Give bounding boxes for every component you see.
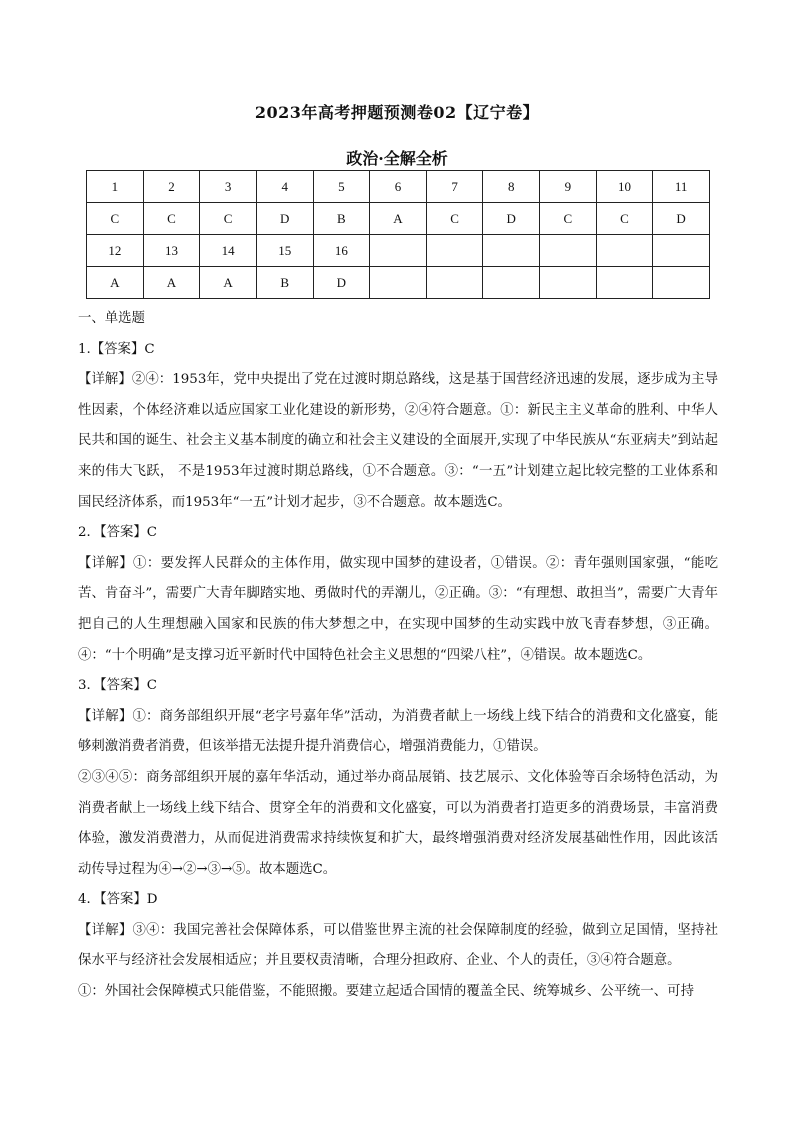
table-cell: 8 [483,171,540,203]
table-cell: 6 [370,171,427,203]
document-subtitle: 政治·全解全析 [346,149,448,168]
explanation-paragraph: 【详解】②④：1953年，党中央提出了党在过渡时期总路线，这是基于国营经济迅速的发展，逐步成为主导性因素，个体经济难以适应国家工业化建设的新形势，②④符合题意。①：新民主主义革命的胜利、中华人民共和国的诞生、社会主义基本制度的确立和社会主义建设的全面展开,实现了中华民族从“东亚病夫”到站起来的伟大飞跃， 不是1953年过渡时期总路线，①不合题意。③：“一五”计划建立起比较完整的工业体系和国民经济体系，而1953年“一五”计划才起步，③不合题意。故本题选C。 [78,372,718,510]
table-cell: 1 [87,171,144,203]
table-row [87,267,710,299]
table-cell: 11 [653,171,710,203]
table-row [87,203,710,235]
table-cell [370,235,427,267]
table-cell: D [653,203,710,235]
table-cell: C [540,203,597,235]
answer-line: 4．【答案】D [78,892,158,908]
answer-line: 3．【答案】C [78,678,158,694]
table-cell [426,235,483,267]
table-cell [370,267,427,299]
table-cell: 3 [200,171,257,203]
table-cell: 4 [256,171,313,203]
explanation-paragraph: ②③④⑤：商务部组织开展的嘉年华活动，通过举办商品展销、技艺展示、文化体验等百余场特色活动，为消费者献上一场线上线下结合、贯穿全年的消费和文化盛宴，可以为消费者打造更多的消费场景，丰富消费体验，激发消费潜力，从而促进消费需求持续恢复和扩大，最终增强消费对经济发展基础性作用，因此该活动传导过程为④→②→③→⑤。故本题选C。 [78,769,718,877]
table-cell [653,235,710,267]
table-cell: 12 [87,235,144,267]
table-cell: C [426,203,483,235]
explanation-paragraph: 【详解】③④：我国完善社会保障体系，可以借鉴世界主流的社会保障制度的经验，做到立足国情，坚持社保水平与经济社会发展相适应；并且要权责清晰，合理分担政府、企业、个人的责任，③④符合题意。 [78,922,718,969]
explanation-paragraph: 【详解】①：商务部组织开展“老字号嘉年华”活动，为消费者献上一场线上线下结合的消费和文化盛宴，能够刺激消费者消费，但该举措无法提升提升消费信心，增强消费能力，①错误。 [78,708,718,755]
table-cell [426,267,483,299]
answer-line: 1.【答案】C [78,341,155,357]
table-cell: 7 [426,171,483,203]
table-cell: 2 [143,171,200,203]
table-cell: A [200,267,257,299]
table-cell: 16 [313,235,370,267]
explanation-body [78,304,718,1008]
table-cell: A [143,267,200,299]
table-cell: 10 [596,171,653,203]
table-cell: 13 [143,235,200,267]
table-cell: 9 [540,171,597,203]
table-row [87,235,710,267]
table-cell: D [313,267,370,299]
table-cell [540,267,597,299]
table-cell: A [87,267,144,299]
table-cell: 14 [200,235,257,267]
document-title: 2023年高考押题预测卷02【辽宁卷】 [254,103,540,122]
answer-key-table [86,170,710,299]
table-cell [483,235,540,267]
table-cell: D [483,203,540,235]
table-cell [596,267,653,299]
answer-line: 2．【答案】C [78,525,158,541]
table-row [87,171,710,203]
table-cell: C [200,203,257,235]
table-cell: B [313,203,370,235]
section-heading: 一、单选题 [78,311,145,326]
table-cell: D [256,203,313,235]
table-cell: 15 [256,235,313,267]
table-cell [596,235,653,267]
table-cell: C [87,203,144,235]
table-cell [653,267,710,299]
explanation-paragraph: ①：外国社会保障模式只能借鉴，不能照搬。要建立起适合国情的覆盖全民、统筹城乡、公平统一、可持 [78,984,694,1000]
table-cell [483,267,540,299]
table-cell [540,235,597,267]
table-cell: C [596,203,653,235]
table-cell: B [256,267,313,299]
table-cell: 5 [313,171,370,203]
table-cell: A [370,203,427,235]
table-cell: C [143,203,200,235]
explanation-paragraph: 【详解】①：要发挥人民群众的主体作用，做实现中国梦的建设者，①错误。②：青年强则国家强，“能吃苦、肯奋斗”，需要广大青年脚踏实地、勇做时代的弄潮儿，②正确。③：“有理想、敢担当”，需要广大青年把自己的人生理想融入国家和民族的伟大梦想之中，在实现中国梦的生动实践中放飞青春梦想，③正确。④：“十个明确”是支撑习近平新时代中国特色社会主义思想的“四梁八柱”，④错误。故本题选C。 [78,555,718,663]
